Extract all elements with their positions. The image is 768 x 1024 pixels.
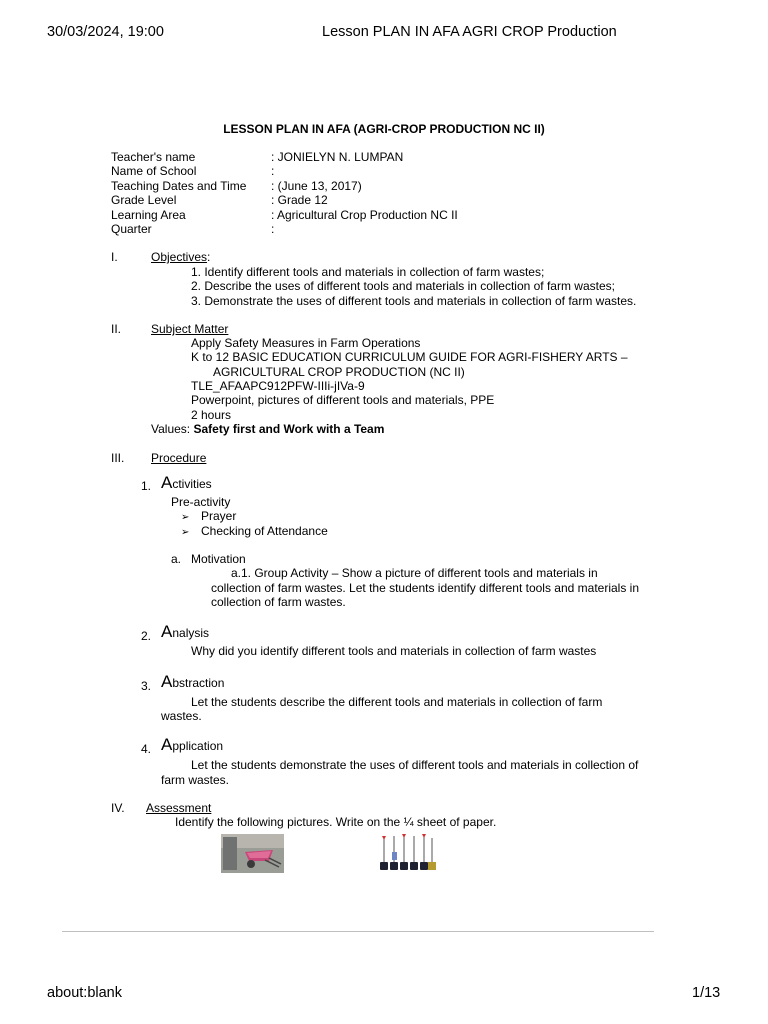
info-label: Teacher's name bbox=[111, 150, 196, 164]
arrow-bullet-icon: ➢ bbox=[181, 527, 190, 538]
application-line: Let the students demonstrate the uses of different tools and materials in collection of bbox=[191, 758, 639, 772]
arrow-bullet-icon: ➢ bbox=[181, 512, 190, 523]
subject-line: Powerpoint, pictures of different tools and materials, PPE bbox=[191, 393, 495, 407]
info-label: Teaching Dates and Time bbox=[111, 179, 247, 193]
application-rest: pplication bbox=[172, 739, 224, 753]
info-label: Name of School bbox=[111, 164, 197, 178]
application-initial: A bbox=[161, 735, 173, 754]
abstraction-heading bbox=[161, 672, 225, 691]
analysis-text: Why did you identify different tools and materials in collection of farm wastes bbox=[191, 644, 597, 658]
info-label: Learning Area bbox=[111, 208, 186, 222]
procedure-heading: Procedure bbox=[151, 451, 207, 465]
print-datetime: 30/03/2024, 19:00 bbox=[47, 24, 164, 40]
section-number: I. bbox=[111, 250, 118, 264]
abstraction-rest: bstraction bbox=[172, 676, 225, 690]
bullet-text: Checking of Attendance bbox=[201, 524, 328, 538]
objective-item: 2. Describe the uses of different tools and materials in collection of farm wastes; bbox=[191, 279, 615, 293]
pre-activity-label: Pre-activity bbox=[171, 495, 231, 509]
activities-rest: ctivities bbox=[172, 477, 212, 491]
step-number: 4. bbox=[141, 742, 152, 756]
objective-item: 1. Identify different tools and materials in collection of farm wastes; bbox=[191, 265, 545, 279]
abstraction-initial: A bbox=[161, 672, 173, 691]
abstraction-line: wastes. bbox=[161, 709, 202, 723]
section-number: III. bbox=[111, 451, 125, 465]
analysis-initial: A bbox=[161, 622, 173, 641]
assessment-heading: Assessment bbox=[146, 801, 212, 815]
values-text: Safety first and Work with a Team bbox=[193, 422, 385, 436]
document-title: LESSON PLAN IN AFA (AGRI-CROP PRODUCTION NC II) bbox=[223, 122, 545, 136]
assessment-instruction: Identify the following pictures. Write on the ¼ sheet of paper. bbox=[175, 815, 497, 829]
analysis-rest: nalysis bbox=[172, 626, 210, 640]
info-value: : bbox=[271, 222, 275, 236]
section-number: II. bbox=[111, 322, 122, 336]
wheelbarrow-picture bbox=[221, 834, 284, 873]
application-heading bbox=[161, 735, 224, 754]
subject-line: 2 hours bbox=[191, 408, 232, 422]
page-counter: 1/13 bbox=[692, 985, 721, 1001]
objective-item: 3. Demonstrate the uses of different tools and materials in collection of farm wastes. bbox=[191, 294, 637, 308]
step-number: 2. bbox=[141, 629, 152, 643]
print-doc-title: Lesson PLAN IN AFA AGRI CROP Production bbox=[322, 24, 617, 40]
section-number: IV. bbox=[111, 801, 125, 815]
info-value: : (June 13, 2017) bbox=[271, 179, 362, 193]
info-value: : JONIELYN N. LUMPAN bbox=[271, 150, 404, 164]
motivation-line: collection of farm wastes. Let the students identify different tools and materials in bbox=[211, 581, 640, 595]
activities-initial: A bbox=[161, 473, 173, 492]
values-line bbox=[151, 422, 384, 437]
values-label: Values: bbox=[151, 422, 194, 436]
objectives-heading-text: Objectives bbox=[151, 250, 208, 264]
page-divider bbox=[62, 931, 654, 932]
subject-line: K to 12 BASIC EDUCATION CURRICULUM GUIDE FOR AGRI-FISHERY ARTS – bbox=[191, 350, 628, 364]
info-value: : bbox=[271, 164, 275, 178]
subject-line: Apply Safety Measures in Farm Operations bbox=[191, 336, 421, 350]
motivation-line: collection of farm wastes. bbox=[211, 595, 346, 609]
analysis-heading bbox=[161, 622, 210, 641]
objectives-heading bbox=[151, 250, 210, 265]
shovels-picture bbox=[378, 832, 436, 872]
objectives-colon: : bbox=[207, 250, 211, 264]
motivation-line: a.1. Group Activity – Show a picture of different tools and materials in bbox=[231, 566, 598, 580]
activities-heading bbox=[161, 473, 212, 492]
subject-line: AGRICULTURAL CROP PRODUCTION (NC II) bbox=[213, 365, 465, 379]
step-number: 1. bbox=[141, 479, 152, 493]
info-label: Quarter bbox=[111, 222, 152, 236]
print-url: about:blank bbox=[47, 985, 122, 1001]
step-number: 3. bbox=[141, 679, 152, 693]
info-label: Grade Level bbox=[111, 193, 177, 207]
abstraction-line: Let the students describe the different tools and materials in collection of farm bbox=[191, 695, 603, 709]
bullet-text: Prayer bbox=[201, 509, 237, 523]
info-value: : Agricultural Crop Production NC II bbox=[271, 208, 458, 222]
motivation-label: a. Motivation bbox=[171, 552, 246, 566]
subject-matter-heading: Subject Matter bbox=[151, 322, 229, 336]
info-value: : Grade 12 bbox=[271, 193, 328, 207]
bullet-item bbox=[181, 524, 328, 541]
subject-line: TLE_AFAAPC912PFW-IIIi-jIVa-9 bbox=[191, 379, 365, 393]
application-line: farm wastes. bbox=[161, 773, 230, 787]
